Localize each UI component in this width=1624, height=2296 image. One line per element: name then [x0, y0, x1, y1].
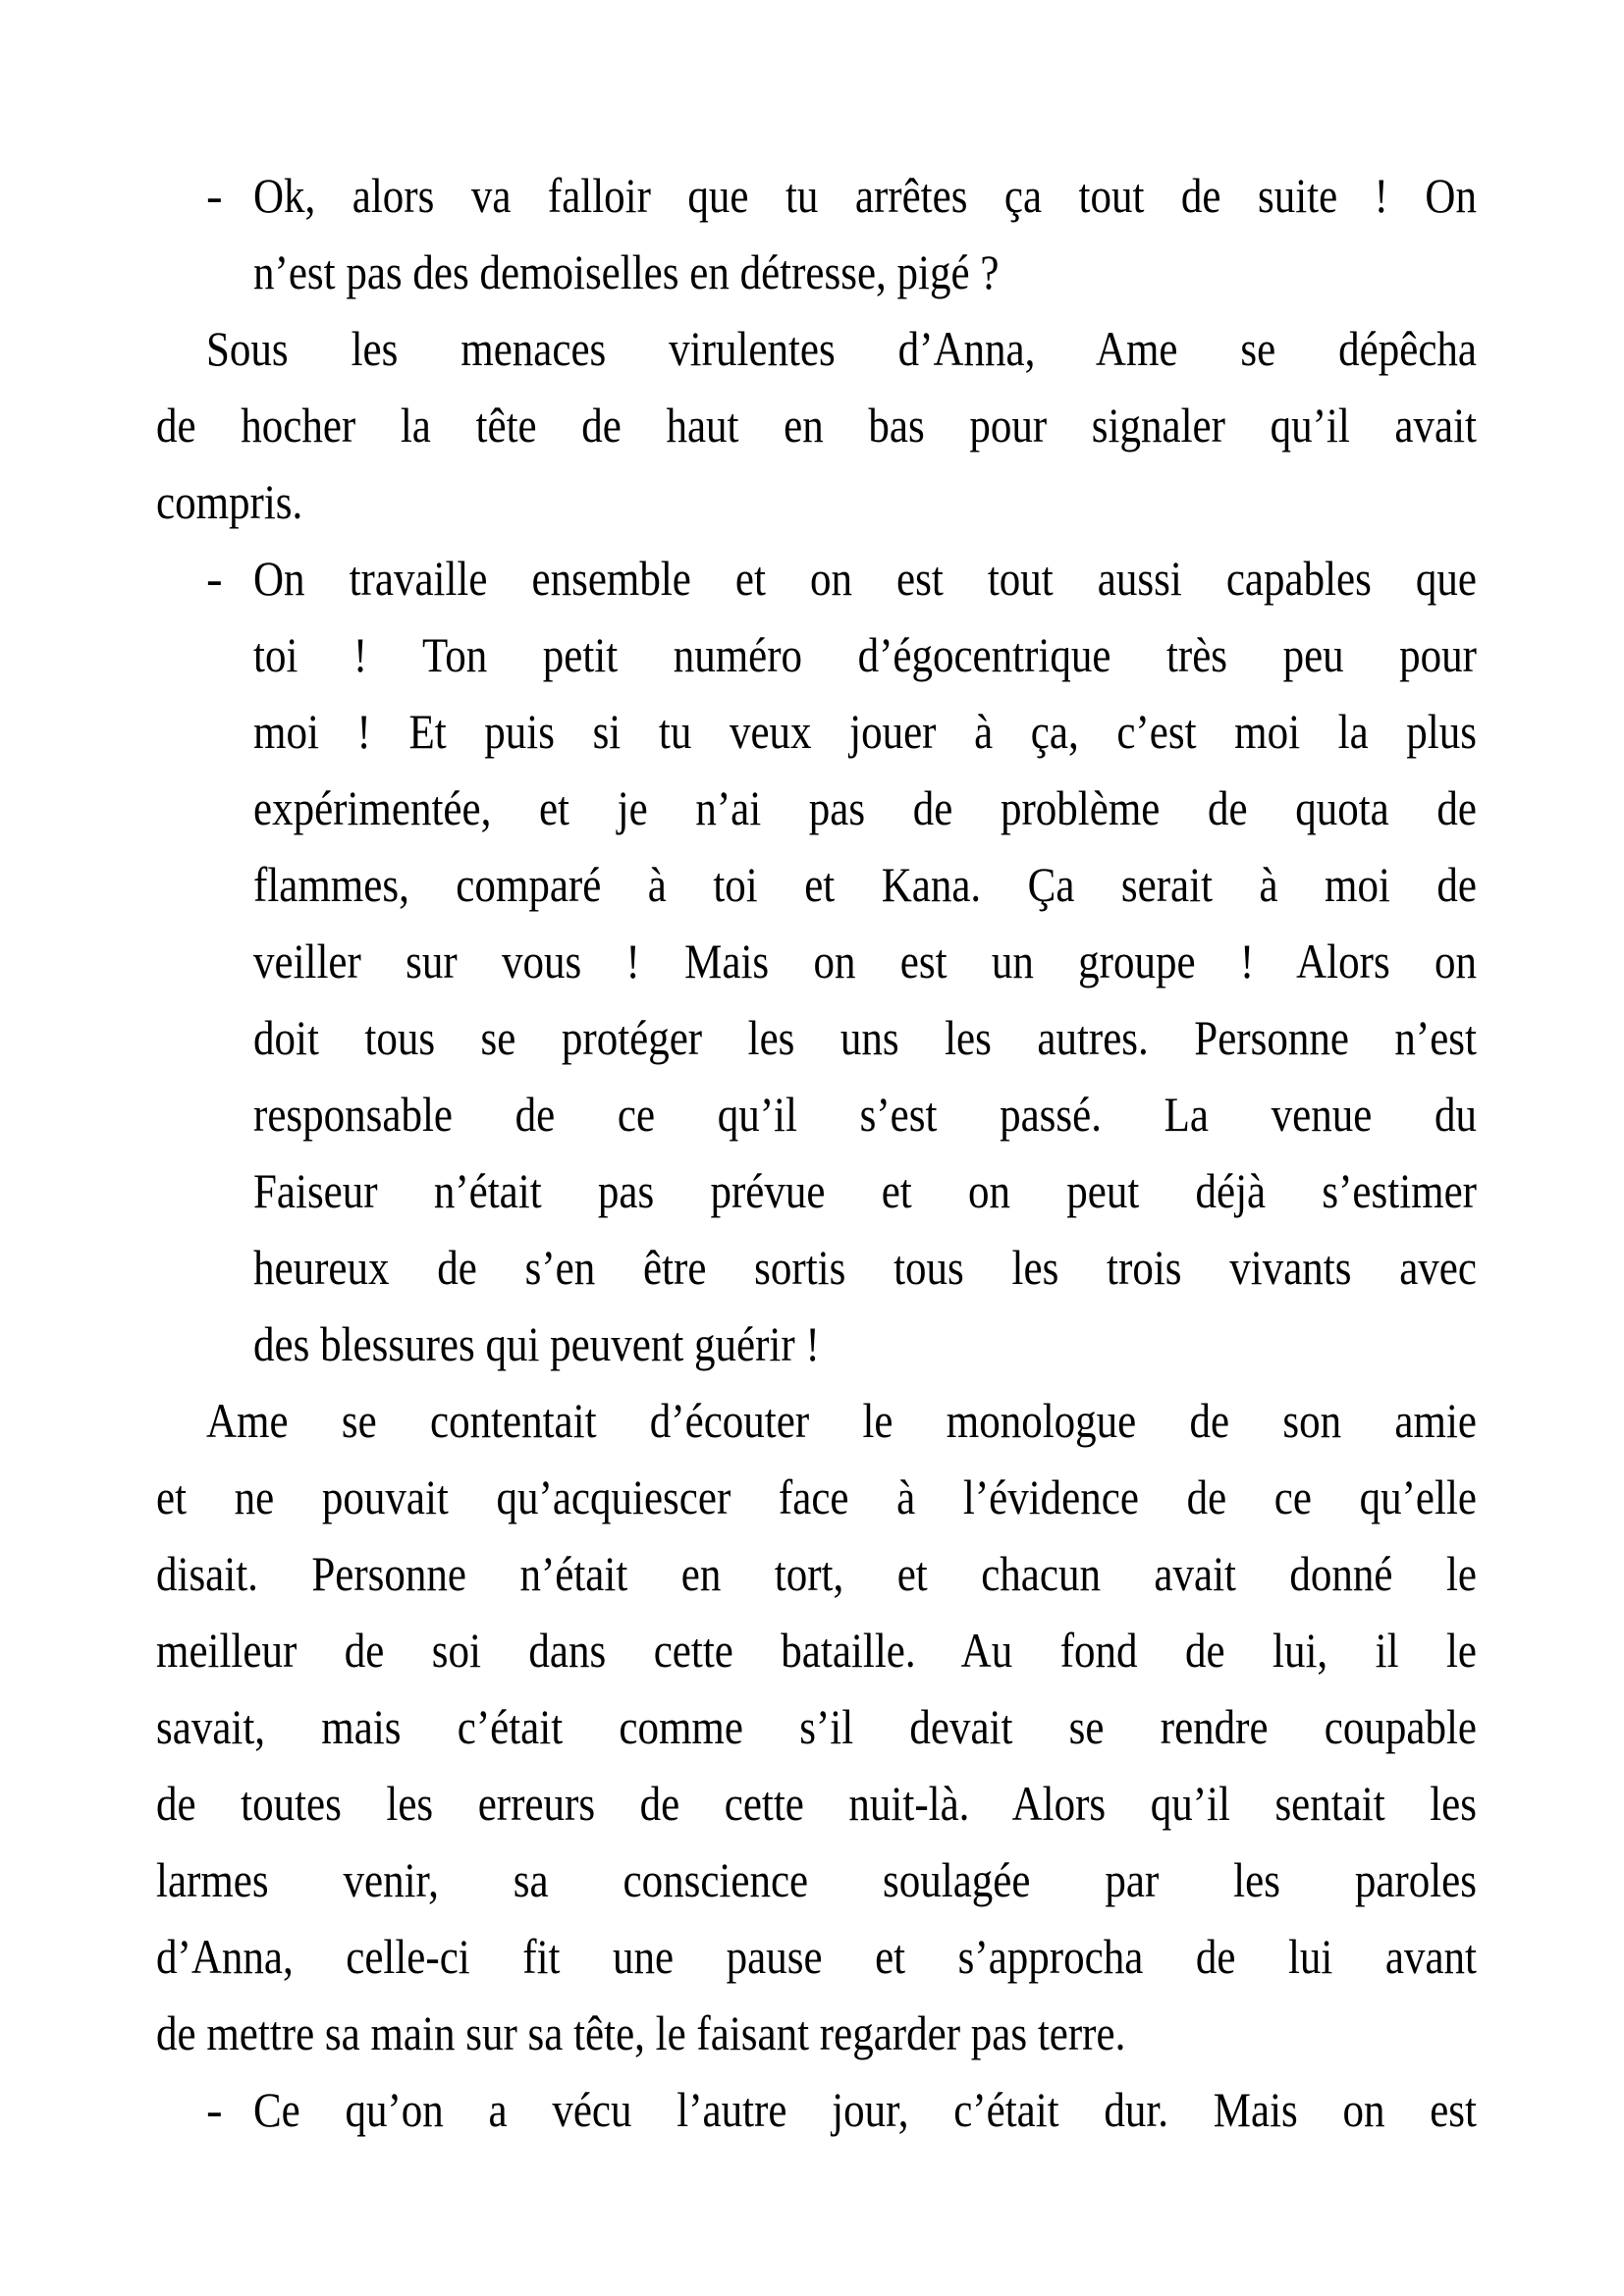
paragraph-block: [156, 310, 1477, 540]
document-page: [156, 157, 1477, 2148]
dialog-dash: -: [206, 168, 223, 223]
text-line: [156, 310, 1477, 387]
line-text: flammes, comparé à toi et Kana. Ça serait à moi de: [253, 857, 1477, 912]
dialog-block: [156, 157, 1477, 310]
text-line: [156, 1382, 1477, 1459]
text-line: [156, 846, 1477, 923]
text-line: [156, 234, 1477, 310]
line-text: doit tous se protéger les uns les autres. Personne n’est: [253, 1010, 1477, 1065]
dialog-block: [156, 540, 1477, 1382]
line-text: de hocher la tête de haut en bas pour signaler qu’il avait: [156, 398, 1477, 453]
text-line: [156, 1152, 1477, 1229]
text-line: [156, 923, 1477, 999]
line-text: de toutes les erreurs de cette nuit-là. Alors qu’il sentait les: [156, 1776, 1477, 1831]
line-text: d’Anna, celle-ci fit une pause et s’approcha de lui avant: [156, 1929, 1477, 1984]
line-text: Ce qu’on a vécu l’autre jour, c’était dur. Mais on est: [253, 2082, 1477, 2137]
line-text: larmes venir, sa conscience soulagée par les paroles: [156, 1852, 1477, 1907]
line-text: meilleur de soi dans cette bataille. Au fond de lui, il le: [156, 1623, 1477, 1678]
text-line: [156, 999, 1477, 1076]
line-text: de mettre sa main sur sa tête, le faisant regarder pas terre.: [156, 2005, 1126, 2060]
text-line: [156, 1918, 1477, 1995]
line-text: veiller sur vous ! Mais on est un groupe ! Alors on: [253, 934, 1477, 988]
line-text: heureux de s’en être sortis tous les trois vivants avec: [253, 1240, 1477, 1295]
text-line: [156, 463, 1477, 540]
text-line: [156, 157, 1477, 234]
line-text: savait, mais c’était comme s’il devait se rendre coupable: [156, 1699, 1477, 1754]
text-line: [156, 693, 1477, 770]
text-line: [156, 1612, 1477, 1688]
text-line: [156, 1535, 1477, 1612]
line-text: responsable de ce qu’il s’est passé. La venue du: [253, 1087, 1477, 1142]
line-text: Ame se contentait d’écouter le monologue de son amie: [206, 1393, 1477, 1448]
line-text: expérimentée, et je n’ai pas de problème de quota de: [253, 780, 1477, 835]
text-line: [156, 1076, 1477, 1152]
dialog-dash: -: [206, 551, 223, 606]
line-text: disait. Personne n’était en tort, et chacun avait donné le: [156, 1546, 1477, 1601]
text-line: [156, 616, 1477, 693]
paragraph-block: [156, 1382, 1477, 2071]
line-text: et ne pouvait qu’acquiescer face à l’évidence de ce qu’elle: [156, 1469, 1477, 1524]
line-text: toi ! Ton petit numéro d’égocentrique très peu pour: [253, 627, 1477, 682]
text-line: [156, 1306, 1477, 1382]
dialog-block: [156, 2071, 1477, 2148]
line-text: Ok, alors va falloir que tu arrêtes ça tout de suite ! On: [253, 168, 1477, 223]
text-line: [156, 1842, 1477, 1918]
dialog-dash: -: [206, 2082, 223, 2137]
text-line: [156, 1995, 1477, 2071]
text-line: [156, 1765, 1477, 1842]
text-line: [156, 770, 1477, 846]
text-line: [156, 1688, 1477, 1765]
text-line: [156, 2071, 1477, 2148]
line-text: moi ! Et puis si tu veux jouer à ça, c’est moi la plus: [253, 704, 1477, 759]
line-text: Faiseur n’était pas prévue et on peut déjà s’estimer: [253, 1163, 1477, 1218]
text-line: [156, 540, 1477, 616]
text-line: [156, 387, 1477, 463]
text-line: [156, 1229, 1477, 1306]
line-text: compris.: [156, 474, 303, 529]
text-line: [156, 1459, 1477, 1535]
line-text: des blessures qui peuvent guérir !: [253, 1316, 820, 1371]
line-text: On travaille ensemble et on est tout aussi capables que: [253, 551, 1477, 606]
line-text: Sous les menaces virulentes d’Anna, Ame se dépêcha: [206, 321, 1477, 376]
line-text: n’est pas des demoiselles en détresse, pigé ?: [253, 244, 1000, 299]
